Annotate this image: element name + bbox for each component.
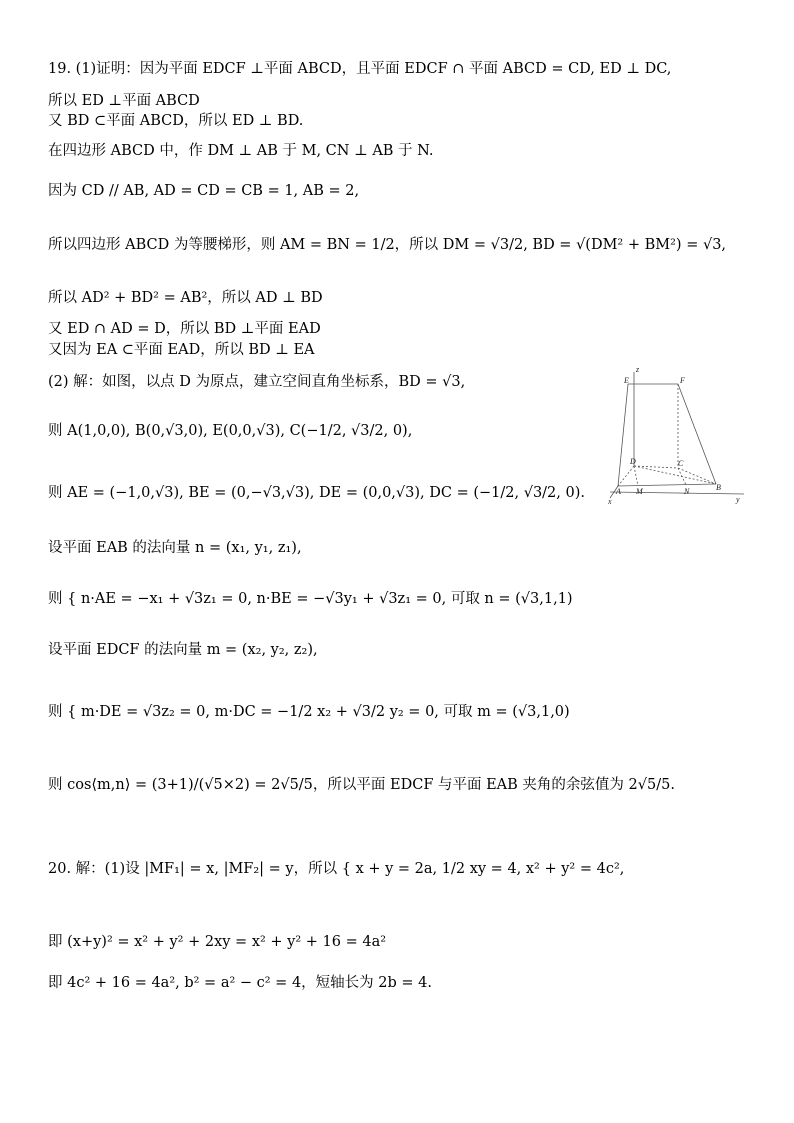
geometry-figure	[604, 364, 754, 509]
edge-DA	[618, 466, 634, 486]
text-line: 20. 解：(1)设 |MF₁| = x, |MF₂| = y，所以 { x + y = 2a, 1/2 xy = 4, x² + y² = 4c²,	[48, 861, 625, 877]
edge-DB	[634, 466, 716, 484]
edge-CB	[678, 468, 716, 484]
label-D: D	[630, 457, 636, 466]
text-line: 所以 AD² + BD² = AB²，所以 AD ⊥ BD	[48, 290, 323, 306]
text-line: 设平面 EDCF 的法向量 m = (x₂, y₂, z₂),	[48, 642, 318, 658]
label-A: A	[616, 487, 621, 496]
text-line: 则 { m·DE = √3z₂ = 0, m·DC = −1/2 x₂ + √3/2 y₂ = 0, 可取 m = (√3,1,0)	[48, 704, 570, 720]
text-line: 又 BD ⊂平面 ABCD，所以 ED ⊥ BD.	[48, 113, 304, 129]
text-line: 因为 CD // AB, AD = CD = CB = 1, AB = 2,	[48, 183, 360, 199]
text-line: 所以 ED ⊥平面 ABCD	[48, 93, 200, 109]
text-line: 即 (x+y)² = x² + y² + 2xy = x² + y² + 16 = 4a²	[48, 934, 387, 950]
label-B: B	[716, 483, 721, 492]
edge-AB	[618, 484, 716, 486]
text-line: 即 4c² + 16 = 4a², b² = a² − c² = 4，短轴长为 2b = 4.	[48, 975, 432, 991]
label-M: M	[636, 487, 643, 496]
edge-FB	[678, 384, 716, 484]
edge-EA	[618, 384, 628, 486]
text-line: 所以四边形 ABCD 为等腰梯形，则 AM = BN = 1/2，所以 DM = √3/2, BD = √(DM² + BM²) = √3,	[48, 237, 727, 253]
label-y: y	[736, 495, 740, 504]
label-z: z	[636, 365, 640, 374]
text-line: 则 AE = (−1,0,√3), BE = (0,−√3,√3), DE = (0,0,√3), DC = (−1/2, √3/2, 0).	[48, 485, 585, 501]
label-C: C	[678, 459, 684, 468]
segment-CN	[678, 468, 686, 485]
segment-DM	[634, 466, 638, 486]
edge-DC	[634, 466, 678, 468]
text-line: 则 cos⟨m,n⟩ = (3+1)/(√5×2) = 2√5/5，所以平面 EDCF 与平面 EAB 夹角的余弦值为 2√5/5.	[48, 777, 675, 793]
text-line: 则 { n·AE = −x₁ + √3z₁ = 0, n·BE = −√3y₁ + √3z₁ = 0, 可取 n = (√3,1,1)	[48, 591, 573, 607]
solid-diagram	[604, 364, 754, 509]
label-E: E	[624, 376, 629, 385]
text-line: 则 A(1,0,0), B(0,√3,0), E(0,0,√3), C(−1/2, √3/2, 0),	[48, 423, 413, 439]
label-N: N	[684, 487, 690, 496]
y-axis	[610, 492, 744, 494]
text-line: (2) 解：如图，以点 D 为原点，建立空间直角坐标系，BD = √3,	[48, 374, 466, 390]
label-x: x	[608, 497, 612, 506]
text-line: 在四边形 ABCD 中，作 DM ⊥ AB 于 M, CN ⊥ AB 于 N.	[48, 143, 434, 159]
text-line: 设平面 EAB 的法向量 n = (x₁, y₁, z₁),	[48, 540, 302, 556]
text-line: 19. (1)证明：因为平面 EDCF ⊥平面 ABCD，且平面 EDCF ∩ 平面 ABCD = CD, ED ⊥ DC,	[48, 61, 672, 77]
text-line: 又 ED ∩ AD = D，所以 BD ⊥平面 EAD	[48, 321, 321, 337]
text-line: 又因为 EA ⊂平面 EAD，所以 BD ⊥ EA	[48, 342, 315, 358]
label-F: F	[680, 376, 685, 385]
